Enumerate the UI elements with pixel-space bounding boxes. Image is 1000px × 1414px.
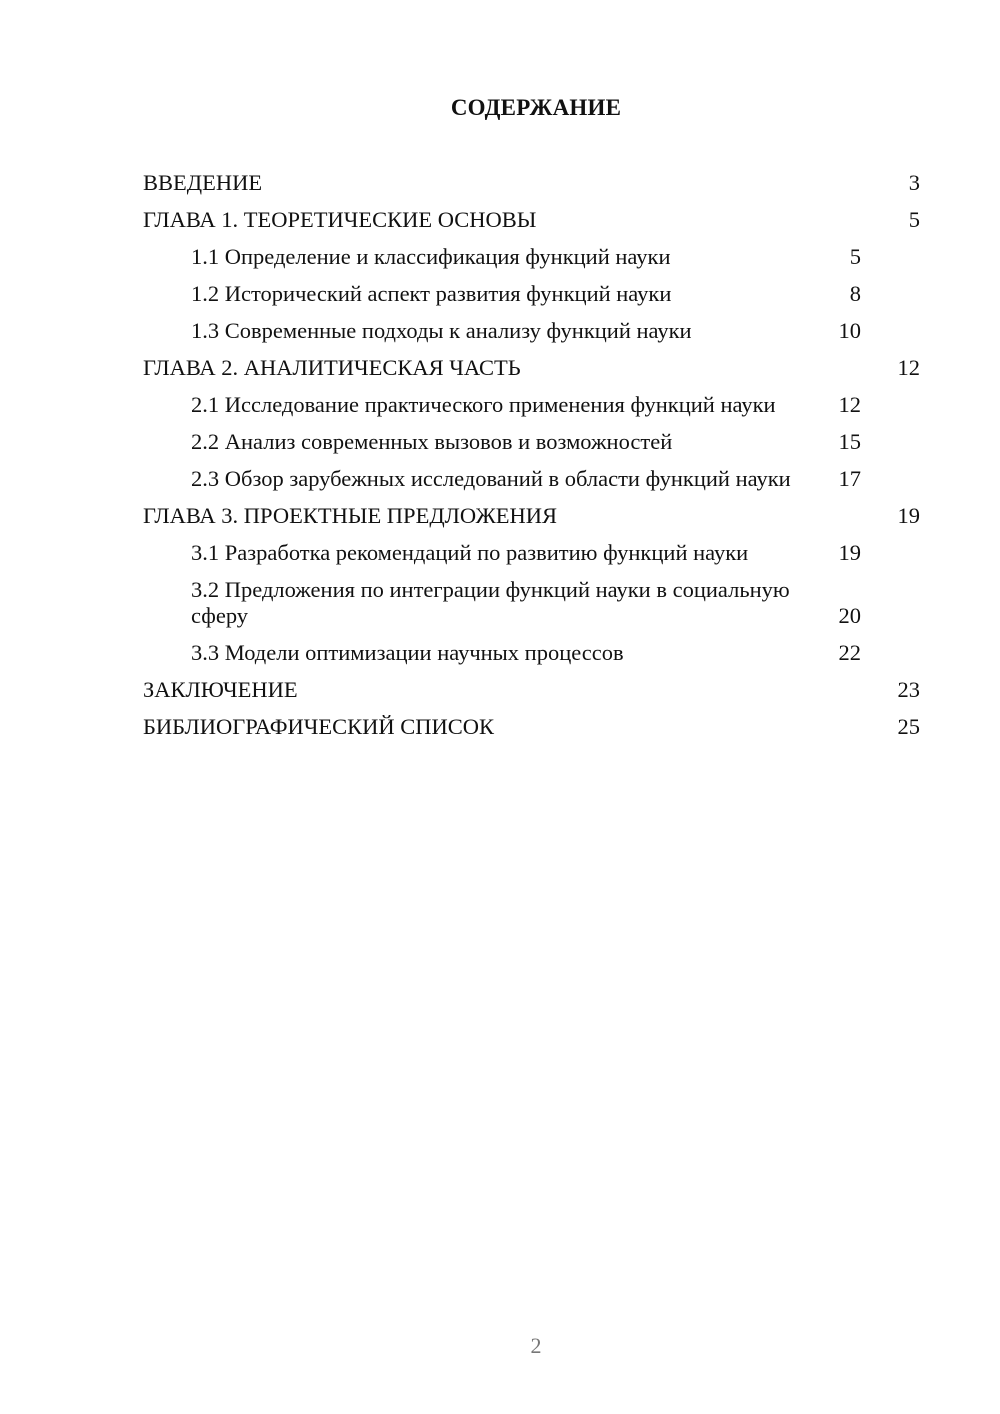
toc-entry-section-1-3: [143, 318, 920, 344]
toc-entry-label: 1.1 Определение и классификация функций науки: [191, 244, 671, 269]
toc-entry-page: 10: [838, 318, 861, 343]
toc-entry-label: ЗАКЛЮЧЕНИЕ: [143, 677, 298, 702]
toc-entry-section-3-1: [143, 540, 920, 566]
toc-entry-conclusion: [143, 677, 920, 703]
toc-entry-label: 3.2 Предложения по интеграции функций науки в социальную сферу: [191, 577, 790, 628]
toc-entry-section-1-1: [143, 244, 920, 270]
page-title: СОДЕРЖАНИЕ: [450, 95, 622, 120]
toc-entry-page: 19: [838, 540, 861, 565]
toc-entry-label: 3.1 Разработка рекомендаций по развитию функций науки: [191, 540, 749, 565]
toc-entry-page: 22: [838, 640, 861, 665]
toc-entry-chapter-1: [143, 207, 920, 233]
toc-entry-page: 25: [897, 714, 920, 739]
toc-entry-section-2-1: [143, 392, 920, 418]
toc-entry-chapter-2: [143, 355, 920, 381]
toc-entry-page: 5: [849, 244, 861, 269]
toc-entry-section-2-3: [143, 466, 920, 492]
toc-entry-page: 12: [838, 392, 861, 417]
toc-entry-chapter-3: [143, 503, 920, 529]
toc-entry-page: 20: [838, 603, 861, 628]
toc-entry-page: 23: [897, 677, 920, 702]
toc-entry-label: БИБЛИОГРАФИЧЕСКИЙ СПИСОК: [143, 714, 495, 739]
toc-entry-introduction: [143, 170, 920, 196]
toc-entry-section-3-2: [143, 577, 920, 629]
toc-entry-label: 2.2 Анализ современных вызовов и возможностей: [191, 429, 673, 454]
toc-entry-page: 12: [897, 355, 920, 380]
toc-entry-page: 19: [897, 503, 920, 528]
toc-entry-section-2-2: [143, 429, 920, 455]
toc-entry-page: 15: [838, 429, 861, 454]
toc-entry-bibliography: [143, 714, 920, 740]
toc-entry-page: 17: [838, 466, 861, 491]
toc-entry-label: 1.2 Исторический аспект развития функций науки: [191, 281, 672, 306]
toc-entry-label: 1.3 Современные подходы к анализу функций науки: [191, 318, 692, 343]
toc-entry-section-1-2: [143, 281, 920, 307]
toc-entry-section-3-3: [143, 640, 920, 666]
toc-entry-page: 8: [849, 281, 861, 306]
toc-entry-page: 3: [908, 170, 920, 195]
toc-entry-label: ГЛАВА 3. ПРОЕКТНЫЕ ПРЕДЛОЖЕНИЯ: [143, 503, 558, 528]
toc-entry-label: 3.3 Модели оптимизации научных процессов: [191, 640, 624, 665]
toc-entry-label: ГЛАВА 1. ТЕОРЕТИЧЕСКИЕ ОСНОВЫ: [143, 207, 537, 232]
page-number: 2: [530, 1333, 542, 1358]
toc-entry-label: 2.1 Исследование практического применения функций науки: [191, 392, 776, 417]
table-of-contents: [143, 170, 920, 751]
toc-entry-label: 2.3 Обзор зарубежных исследований в области функций науки: [191, 466, 791, 491]
toc-entry-label: ГЛАВА 2. АНАЛИТИЧЕСКАЯ ЧАСТЬ: [143, 355, 521, 380]
toc-entry-label: ВВЕДЕНИЕ: [143, 170, 263, 195]
toc-entry-page: 5: [908, 207, 920, 232]
